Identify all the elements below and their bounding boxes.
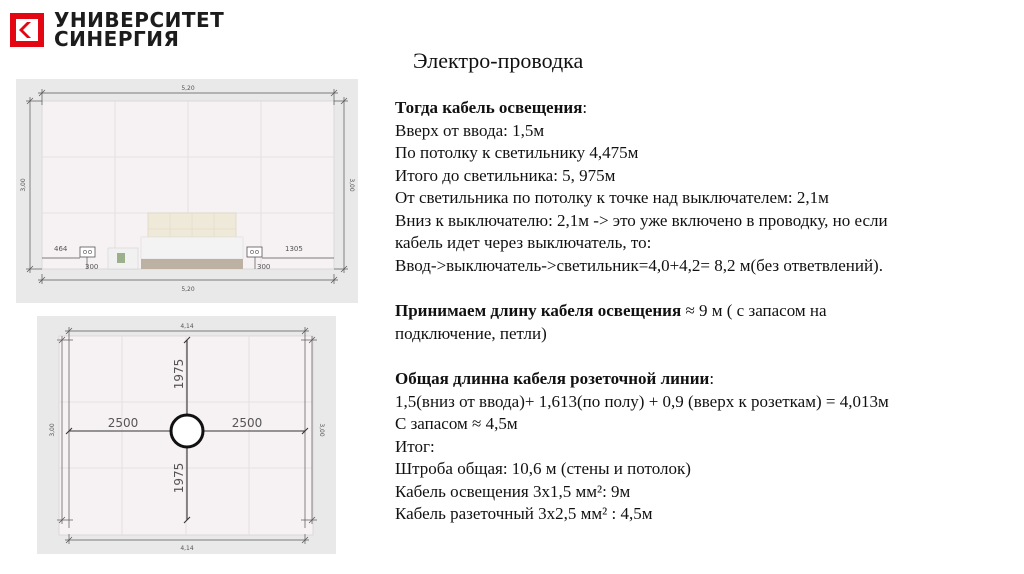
logo-line-2: СИНЕРГИЯ: [54, 27, 180, 51]
text-line-13: С запасом ≈ 4,5м: [395, 414, 518, 433]
text-spacer: [395, 345, 1015, 368]
lighting-cable-heading: Тогда кабель освещения: [395, 98, 583, 117]
text-line-6: Вниз к выключателю: 2,1м -> это уже включено в проводку, но если: [395, 210, 888, 230]
socket-left-height: 300: [85, 263, 99, 271]
text-line-9: [395, 300, 1015, 323]
distance-left: 2500: [107, 416, 139, 430]
light-fixture-icon: [171, 415, 203, 447]
text-line-5: От светильника по потолку к точке над выключателем: 2,1м: [395, 188, 829, 207]
text-spacer: [395, 277, 1015, 300]
calculation-text: [395, 97, 1015, 526]
text-line-1: [395, 97, 1015, 120]
logo-line-1: УНИВЕРСИТЕТ: [54, 8, 225, 32]
text-line-17: Кабель разеточный 3х2,5 мм² : 4,5м: [395, 504, 653, 523]
text-line-11: [395, 368, 1015, 391]
logo-mark-icon: [10, 13, 44, 47]
wall-height-left: 3,00: [20, 178, 27, 192]
text-line-12: 1,5(вниз от ввода)+ 1,613(по полу) + 0,9 (вверх к розеткам) = 4,013м: [395, 391, 889, 411]
text-line-2: Вверх от ввода: 1,5м: [395, 120, 545, 140]
wall-width-top: 5,20: [181, 85, 195, 92]
text-line-9-rest: ≈ 9 м ( с запасом на: [681, 301, 827, 320]
distance-right: 2500: [231, 416, 263, 430]
socket-line-heading: Общая длинна кабеля розеточной линии: [395, 369, 710, 388]
plan-width-top: 4,14: [180, 323, 194, 330]
text-line-3: По потолку к светильнику 4,475м: [395, 143, 639, 162]
text-line-11-rest: :: [709, 369, 715, 388]
wall-width-bottom: 5,20: [181, 286, 195, 293]
plan-height-right: 3,00: [318, 423, 325, 437]
wall-elevation-drawing: [16, 79, 358, 303]
text-line-1-rest: :: [582, 98, 588, 117]
plan-height-left: 3,00: [49, 423, 56, 437]
university-logo: [10, 8, 230, 51]
socket-right-offset: 1305: [285, 245, 303, 253]
socket-left-offset: 464: [54, 245, 68, 253]
text-line-14: Итог:: [395, 436, 435, 456]
text-line-10: подключение, петли): [395, 323, 547, 343]
plan-width-bottom: 4,14: [180, 545, 194, 552]
text-line-8: Ввод->выключатель->светильник=4,0+4,2= 8,2 м(без ответвлений).: [395, 255, 883, 275]
ceiling-plan-drawing: [37, 316, 336, 554]
distance-top: 1975: [172, 358, 186, 390]
distance-bottom: 1975: [172, 462, 186, 494]
text-line-4: Итого до светильника: 5, 975м: [395, 165, 616, 185]
slide-title: Электро-проводка: [413, 48, 584, 73]
accepted-length-heading: Принимаем длину кабеля освещения: [395, 301, 682, 320]
text-line-15: Штроба общая: 10,6 м (стены и потолок): [395, 459, 691, 478]
text-line-7: кабель идет через выключатель, то:: [395, 233, 652, 252]
wall-height-right: 3,00: [348, 178, 355, 192]
text-line-16: Кабель освещения 3х1,5 мм²: 9м: [395, 481, 631, 501]
logo-text: [54, 8, 225, 51]
socket-right-height: 300: [257, 263, 271, 271]
